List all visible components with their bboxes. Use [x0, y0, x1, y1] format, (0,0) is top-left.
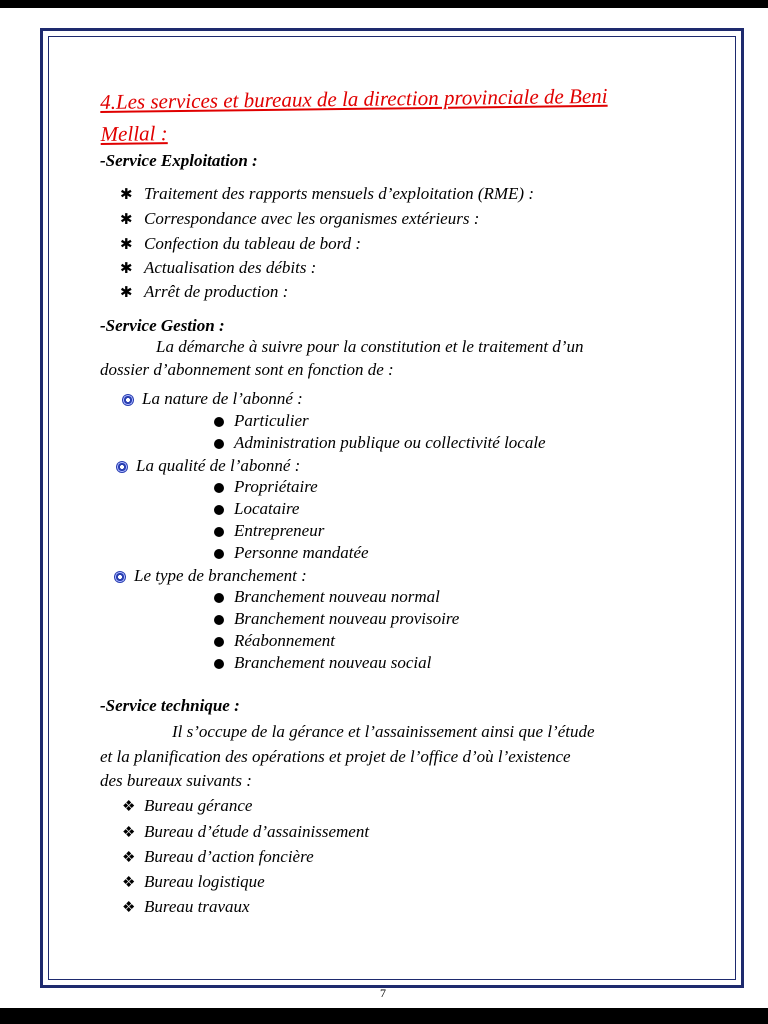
four-diamond-bullet-icon: ❖ — [122, 825, 136, 841]
bureau-item: ❖ Bureau d’étude d’assainissement — [122, 822, 370, 841]
technique-intro-line-1: Il s’occupe de la gérance et l’assainissement ainsi que l’étude — [172, 722, 595, 741]
round-bullet-icon — [214, 527, 224, 537]
gestion-group-item: Branchement nouveau social — [214, 653, 431, 673]
service-gestion-heading: -Service Gestion : — [100, 316, 225, 335]
gestion-group-item: Locataire — [214, 499, 299, 519]
exploitation-item: ✱ Traitement des rapports mensuels d’exploitation (RME) : — [120, 184, 535, 203]
round-bullet-icon — [214, 417, 224, 427]
gestion-group-item: Réabonnement — [214, 631, 335, 651]
round-bullet-icon — [214, 593, 224, 603]
exploitation-item: ✱ Confection du tableau de bord : — [120, 234, 362, 253]
gestion-group-item: Personne mandatée — [214, 543, 369, 563]
round-bullet-icon — [214, 637, 224, 647]
bureau-item: ❖ Bureau gérance — [122, 796, 253, 815]
section-title-line-2: Mellal : — [100, 121, 168, 146]
exploitation-item: ✱ Correspondance avec les organismes extérieurs : — [120, 209, 480, 228]
top-scan-border — [0, 0, 768, 8]
round-bullet-icon — [214, 483, 224, 493]
service-technique-heading: -Service technique : — [100, 696, 240, 715]
round-bullet-icon — [214, 659, 224, 669]
exploitation-item: ✱ Actualisation des débits : — [120, 258, 317, 277]
gestion-group-item: Particulier — [214, 411, 309, 431]
four-diamond-bullet-icon: ❖ — [122, 799, 136, 815]
gestion-intro-line-1: La démarche à suivre pour la constitution et le traitement d’un — [156, 337, 584, 356]
bureau-item: ❖ Bureau d’action foncière — [122, 847, 314, 866]
asterisk-bullet-icon: ✱ — [120, 237, 133, 253]
swirl-bullet-icon — [122, 394, 134, 406]
swirl-bullet-icon — [114, 571, 126, 583]
gestion-group-item: Branchement nouveau provisoire — [214, 609, 459, 629]
four-diamond-bullet-icon: ❖ — [122, 900, 136, 916]
round-bullet-icon — [214, 505, 224, 515]
four-diamond-bullet-icon: ❖ — [122, 850, 136, 866]
section-title — [100, 79, 691, 150]
four-diamond-bullet-icon: ❖ — [122, 875, 136, 891]
bottom-scan-border — [0, 1008, 768, 1024]
service-exploitation-heading: -Service Exploitation : — [100, 151, 258, 170]
bureau-item: ❖ Bureau travaux — [122, 897, 250, 916]
gestion-group-item: Entrepreneur — [214, 521, 324, 541]
asterisk-bullet-icon: ✱ — [120, 187, 133, 203]
gestion-intro-line-2: dossier d’abonnement sont en fonction de : — [100, 360, 394, 379]
technique-intro-line-3: des bureaux suivants : — [100, 771, 252, 790]
asterisk-bullet-icon: ✱ — [120, 285, 133, 301]
technique-intro-line-2: et la planification des opérations et projet de l’office d’où l’existence — [100, 747, 571, 766]
exploitation-item: ✱ Arrêt de production : — [120, 282, 289, 301]
gestion-group-label: Le type de branchement : — [114, 566, 307, 586]
gestion-group-item: Branchement nouveau normal — [214, 587, 440, 607]
round-bullet-icon — [214, 615, 224, 625]
page-frame — [40, 28, 744, 988]
section-title-line-1: 4.Les services et bureaux de la direction provinciale de Beni — [100, 83, 608, 114]
gestion-group-label: La nature de l’abonné : — [122, 389, 303, 409]
swirl-bullet-icon — [116, 461, 128, 473]
gestion-group-label: La qualité de l’abonné : — [116, 456, 300, 476]
asterisk-bullet-icon: ✱ — [120, 212, 133, 228]
gestion-group-item: Administration publique ou collectivité locale — [214, 433, 546, 453]
page-number: 7 — [380, 986, 386, 1000]
bureau-item: ❖ Bureau logistique — [122, 872, 265, 891]
asterisk-bullet-icon: ✱ — [120, 261, 133, 277]
gestion-group-item: Propriétaire — [214, 477, 318, 497]
round-bullet-icon — [214, 549, 224, 559]
round-bullet-icon — [214, 439, 224, 449]
